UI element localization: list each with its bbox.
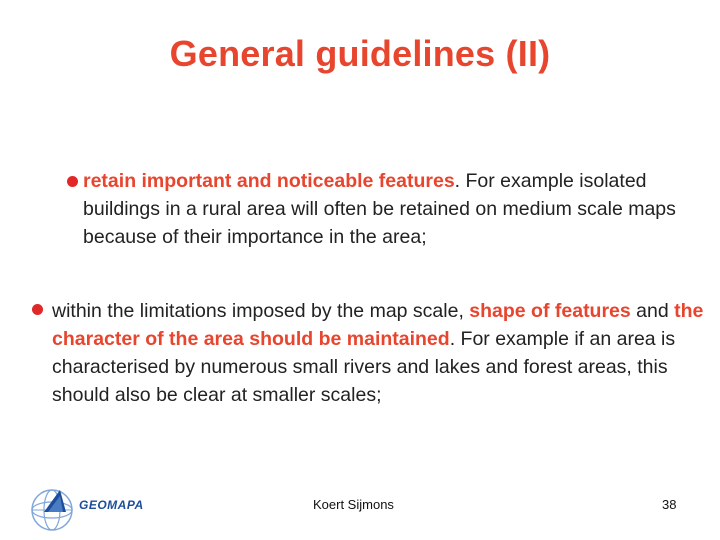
highlight-text: the character of the area should be maintained [52, 300, 704, 350]
bullet-text [83, 167, 703, 251]
highlight-text: retain important and noticeable features [83, 170, 455, 192]
bullet-item-1 [83, 167, 703, 251]
body-text: within the limitations imposed by the map scale, [52, 300, 470, 322]
bullet-icon [67, 176, 78, 187]
body-text: and [630, 300, 675, 322]
body-text: . For example if an area is characterised by numerous small rivers and lakes and forest areas, this should also be clear at smaller scales; [52, 328, 676, 406]
logo-text: GEOMAPA [79, 498, 144, 512]
slide-title: General guidelines (II) [169, 33, 551, 74]
bullet-icon [32, 304, 43, 315]
geomapa-logo [22, 482, 162, 532]
bullet-text [52, 297, 712, 409]
footer-author: Koert Sijmons [313, 497, 394, 512]
body-text: . For example isolated buildings in a rural area will often be retained on medium scale maps because of their importance in the area; [83, 170, 676, 248]
bullet-item-2 [52, 297, 712, 409]
highlight-text: shape of features [469, 300, 631, 322]
page-number: 38 [662, 497, 677, 512]
globe-logo-icon [22, 482, 82, 534]
